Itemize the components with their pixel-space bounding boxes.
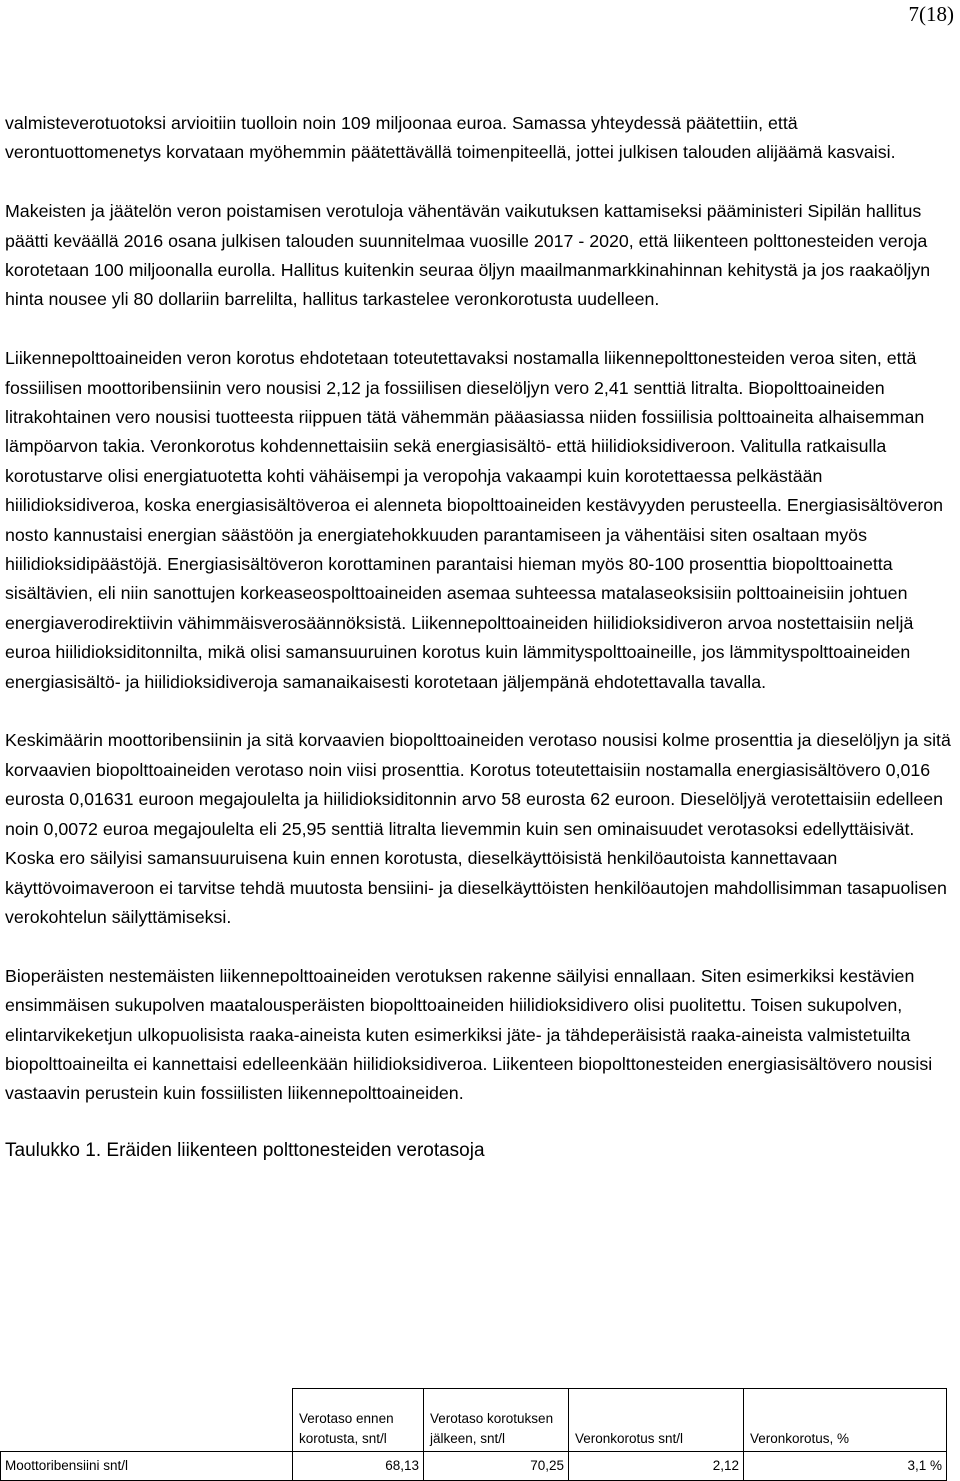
table-caption: Taulukko 1. Eräiden liikenteen polttonesteiden verotasoja: [5, 1140, 485, 1162]
table-header-cell: Verotaso ennen korotusta, snt/l: [293, 1389, 424, 1452]
paragraph: Keskimäärin moottoribensiinin ja sitä korvaavien biopolttoaineiden verotaso nousisi kolme prosenttia ja dieselöljyn ja sitä korvaavien biopolttoaineiden verotaso noin viisi prosenttia. Korotus toteutettaisiin nostamalla energiasisältövero 0,016 eurosta 0,01631 euroon megajoulelta ja hiilidioksiditonnin arvo 58 eurosta 62 euroon. Dieselöljyä verotettaisiin edelleen noin 0,0072 euroa megajoulelta eli 25,95 senttiä litralta lievemmin kuin sen ominaisuudet verotasoksi edellyttäisivät. Koska ero säilyisi samansuuruisena kuin ennen korotusta, dieselkäyttöisistä henkilöautoista kannettavaan käyttövoimaveroon ei tarvitse tehdä muutosta bensiini- ja dieselkäyttöisten henkilöautojen mahdollisimman tasapuolisen verokohtelun säilyttämiseksi.: [5, 730, 951, 927]
paragraph: Bioperäisten nestemäisten liikennepolttoaineiden verotuksen rakenne säilyisi ennallaan. Siten esimerkiksi kestävien ensimmäisen sukupolven maatalousperäisten biopolttoaineiden hiilidioksidivero olisi puolitettu. Toisen sukupolven, elintarvikeketjun ulkopuolisista raaka-aineista kuten esimerkiksi jäte- ja tähdeperäisistä raaka-aineista valmistetuilta biopolttoaineilta ei kannettaisi edelleenkään hiilidioksidiveroa. Liikenteen biopolttonesteiden energiasisältövero nousisi vastaavin perustein kuin fossiilisten liikennepolttoaineiden.: [5, 965, 933, 1104]
document-body: [5, 109, 957, 1164]
table-header-cell: Veronkorotus, %: [744, 1389, 947, 1452]
table-row: [1, 1452, 947, 1481]
table-cell-fuel: Moottoribensiini snt/l: [1, 1452, 293, 1481]
table-cell: 2,12: [569, 1452, 744, 1481]
table-header-cell: Veronkorotus snt/l: [569, 1389, 744, 1452]
table-header-cell: [1, 1389, 293, 1452]
table-header-row: [1, 1389, 947, 1452]
paragraph: valmisteverotuotoksi arvioitiin tuolloin noin 109 miljoonaa euroa. Samassa yhteydessä päätettiin, että verontuottomenetys korvataan myöhemmin päätettävällä toimenpiteellä, jottei julkisen talouden alijäämä kasvaisi.: [5, 113, 896, 163]
table-cell: 68,13: [293, 1452, 424, 1481]
paragraph: Liikennepolttoaineiden veron korotus ehdotetaan toteutettavaksi nostamalla liikennepolttonesteiden veroa siten, että fossiilisen moottoribensiinin vero nousisi 2,12 ja fossiilisen dieselöljyn vero 2,41 senttiä litralta. Biopolttoaineiden litrakohtainen vero nousisi tuotteesta riippuen tätä vähemmän pääasiassa niiden fossiilisia polttoaineita alhaisemman lämpöarvon takia. Veronkorotus kohdennettaisiin sekä energiasisältö- että hiilidioksidiveroon. Valitulla ratkaisulla korotustarve olisi energiatuotetta kohti vähäisempi ja veropohja vakaampi kuin korotettaessa pelkästään hiilidioksidiveroa, koska energiasisältöveroa ei alenneta biopolttoaineiden kestävyyden perusteella. Energiasisältöveron nosto kannustaisi energian säästöön ja energiatehokkuuden parantamiseen ja vähentäisi siten osaltaan myös hiilidioksidipäästöjä. Energiasisältöveron korottaminen parantaisi hieman myös 80-100 prosenttia biopolttoainetta sisältävien, eli niin sanottujen korkeaseospolttoaineiden asemaa suhteessa matalaseoksisiin polttoaineisiin johtuen energiaverodirektiivin vähimmäisverosäännöksistä. Liikennepolttoaineiden hiilidioksidiveron arvoa nostettaisiin neljä euroa hiilidioksiditonnilta, mikä olisi samansuuruinen korotus kuin lämmityspolttoaineille, jos lämmityspolttoaineiden energiasisältö- ja hiilidioksidiveroja samanaikaisesti korotetaan jäljempänä ehdotettavalla tavalla.: [5, 348, 944, 692]
table-cell: 70,25: [424, 1452, 569, 1481]
table-header-cell: Verotaso korotuksen jälkeen, snt/l: [424, 1389, 569, 1452]
tax-level-table: [0, 1388, 947, 1481]
page-number: 7(18): [908, 2, 954, 26]
table-cell: 3,1 %: [744, 1452, 947, 1481]
paragraph: Makeisten ja jäätelön veron poistamisen verotuloja vähentävän vaikutuksen kattamiseksi pääministeri Sipilän hallitus päätti keväällä 2016 osana julkisen talouden suunnitelmaa vuosille 2017 - 2020, että liikenteen polttonesteiden veroja korotetaan 100 miljoonalla eurolla. Hallitus kuitenkin seuraa öljyn maailmanmarkkinahinnan kehitystä ja jos raakaöljyn hinta nousee yli 80 dollariin barrelilta, hallitus tarkastelee veronkorotusta uudelleen.: [5, 201, 931, 310]
